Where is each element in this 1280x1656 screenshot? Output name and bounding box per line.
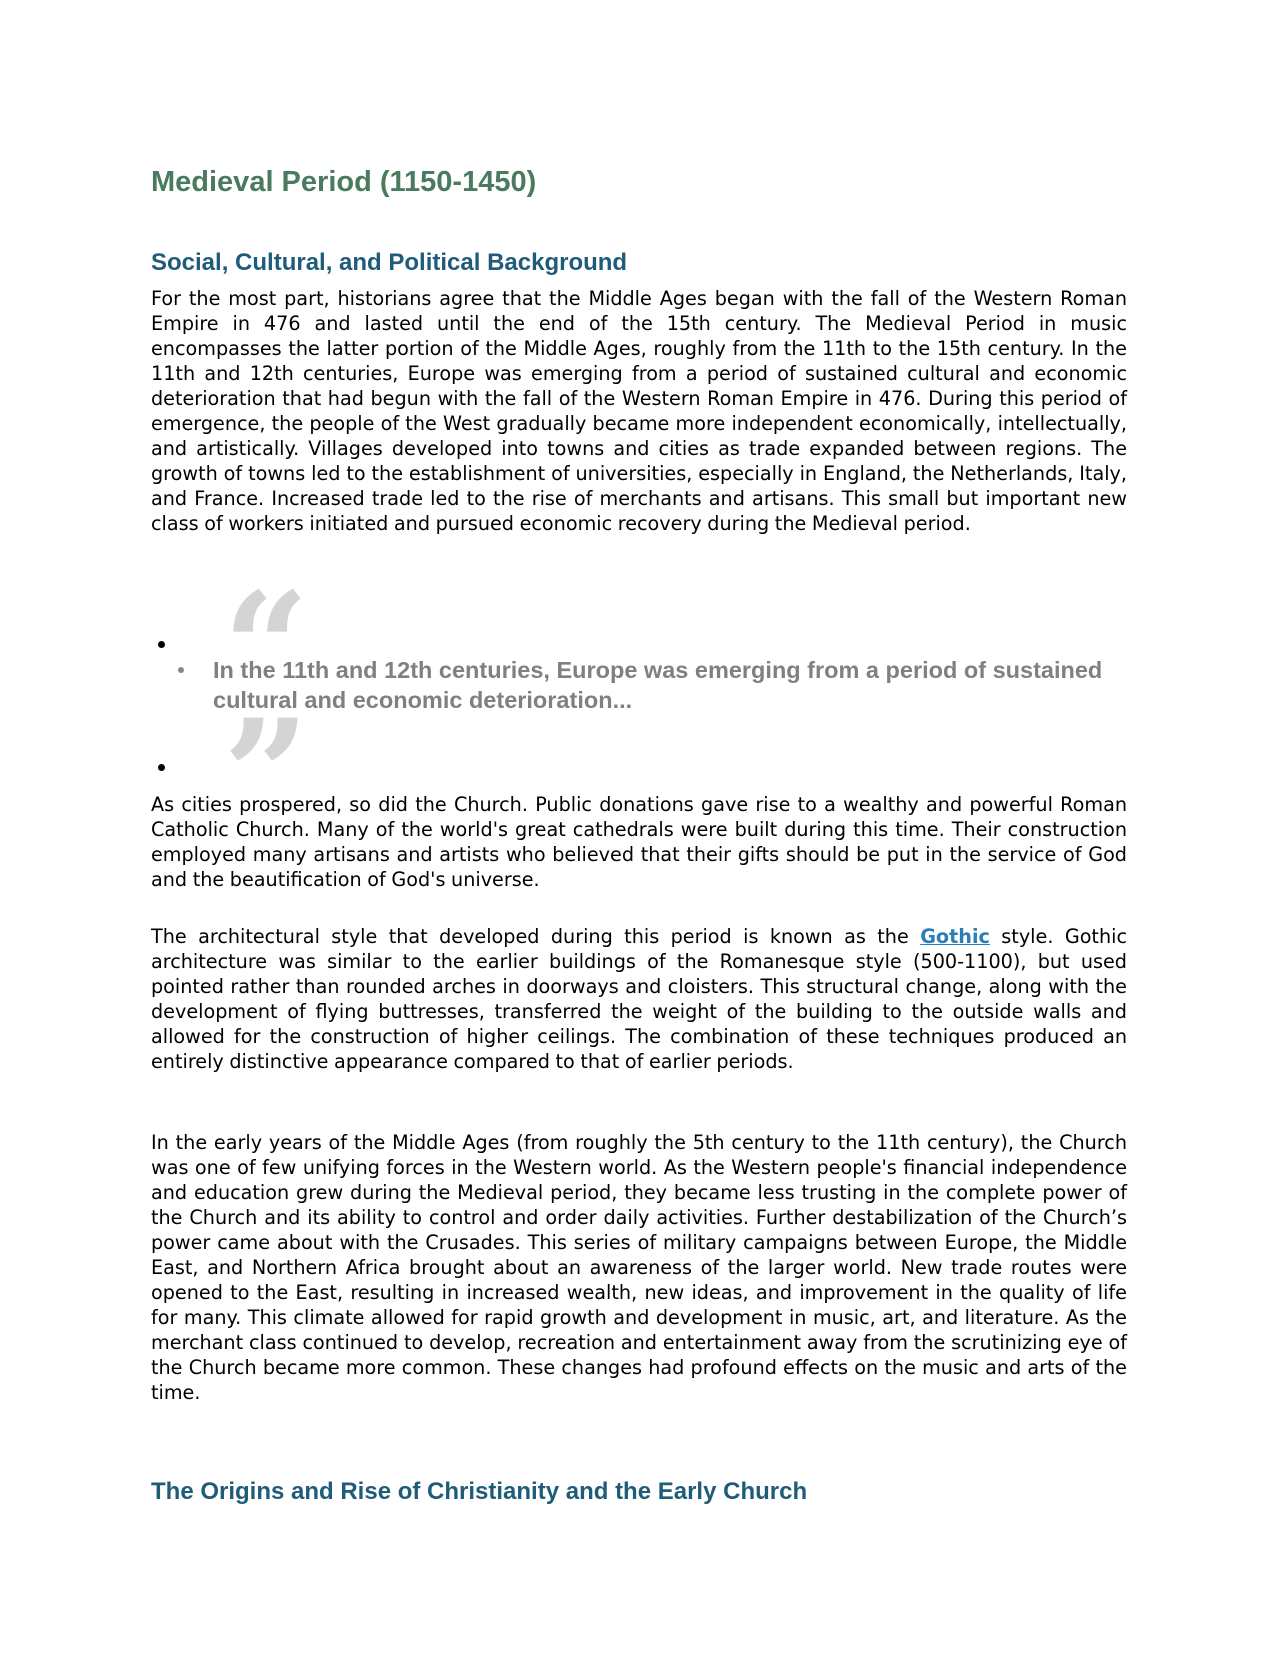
paragraph-gothic-architecture [151,924,1127,1074]
paragraph-church-prosperity: As cities prospered, so did the Church. Public donations gave rise to a wealthy and powerful Roman Catholic Church. Many of the world's great cathedrals were built during this time. Their construction employed many artisans and artists who believed that their gifts should be put in the service of God and the beautification of God's universe. [151,793,1127,891]
pull-quote-text: In the 11th and 12th centuries, Europe was emerging from a period of sustained cultural and economic deterioration... [213,657,1103,713]
bullet-marker [158,641,165,648]
open-quote-icon: “ [223,560,310,736]
section-heading-background: Social, Cultural, and Political Background [151,249,628,276]
section-heading-christianity: The Origins and Rise of Christianity and the Early Church [151,1478,808,1505]
paragraph-text: The architectural style that developed during this period is known as the [151,925,921,948]
gothic-link[interactable]: Gothic [920,925,990,948]
paragraph-church-unifying-force: In the early years of the Middle Ages (from roughly the 5th century to the 11th century), the Church was one of few unifying forces in the Western world. As the Western people's financial independence and education grew during the Medieval period, they became less trusting in the complete power of the Church and its ability to control and order daily activities. Further destabilization of the Church’s power came about with the Crusades. This series of military campaigns between Europe, the Middle East, and Northern Africa brought about an awareness of the larger world. New trade routes were opened to the East, resulting in increased wealth, new ideas, and improvement in the quality of life for many. This climate allowed for rapid growth and development in music, art, and literature. As the merchant class continued to develop, recreation and entertainment away from the scrutinizing eye of the Church became more common. These changes had profound effects on the music and arts of the time. [151,1131,1127,1404]
bullet-marker [178,667,184,673]
paragraph-middle-ages-intro: For the most part, historians agree that the Middle Ages began with the fall of the Western Roman Empire in 476 and lasted until the end of the 15th century. The Medieval Period in music encompasses the latter portion of the Middle Ages, roughly from the 11th to the 15th century. In the 11th and 12th centuries, Europe was emerging from a period of sustained cultural and economic deterioration that had begun with the fall of the Western Roman Empire in 476. During this period of emergence, the people of the West gradually became more independent economically, intellectually, and artistically. Villages developed into towns and cities as trade expanded between regions. The growth of towns led to the establishment of universities, especially in England, the Netherlands, Italy, and France. Increased trade led to the rise of merchants and artisans. This small but important new class of workers initiated and pursued economic recovery during the Medieval period. [151,287,1127,535]
bullet-marker [158,764,165,771]
close-quote-icon: ” [223,687,310,863]
paragraph-text: style. Gothic architecture was similar to the earlier buildings of the Romanesque style (500-1100), but used pointed rather than rounded arches in doorways and cloisters. This structural change, along with the development of flying buttresses, transferred the weight of the building to the outside walls and allowed for the construction of higher ceilings. The combination of these techniques produced an entirely distinctive appearance compared to that of earlier periods. [151,925,1127,1073]
page-title: Medieval Period (1150-1450) [151,166,537,198]
